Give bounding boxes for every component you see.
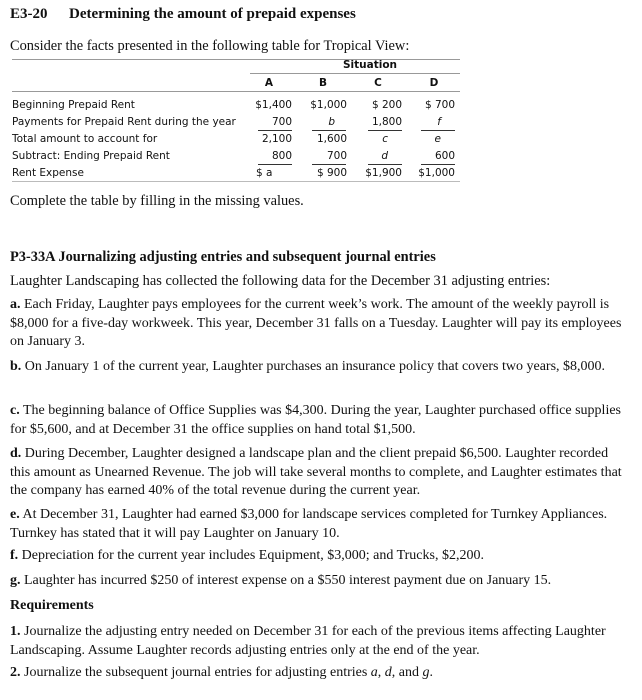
exercise-intro: Consider the facts presented in the following table for Tropical View: (10, 38, 410, 54)
row-label: Beginning Prepaid Rent (12, 99, 135, 111)
cell-2-d: f (437, 116, 441, 128)
sum-rule-b (312, 130, 346, 131)
sum-rule-c (368, 130, 402, 131)
cell-4-a: 800 (271, 150, 292, 162)
exercise-title: Determining the amount of prepaid expenses (69, 6, 356, 22)
cell-4-b: 700 (326, 150, 347, 162)
item-text: The beginning balance of Office Supplies was $4,300. During the year, Laughter purchased office supplies for $5,600, and at December 31 the office supplies on hand total $1,500. (10, 403, 621, 437)
item-letter: c. (10, 403, 20, 418)
requirement-text: Journalize the subsequent journal entries for adjusting entries a, d, and g. (24, 665, 434, 680)
exercise-code: E3-20 (10, 6, 48, 22)
cell-1-b: $1,000 (310, 99, 347, 111)
requirement-text: Journalize the adjusting entry needed on December 31 for each of the previous items affecting Laughter Landscaping. Assume Laughter records adjusting entries only at the end of the year. (10, 624, 606, 658)
situation-header: Situation (342, 59, 398, 71)
problem-code: P3-33A (10, 249, 55, 265)
header-rule (12, 91, 460, 92)
problem-heading (10, 248, 436, 267)
item-letter: a. (10, 297, 21, 312)
sum-rule-d (421, 130, 455, 131)
diff-rule-a (258, 164, 292, 165)
diff-rule-c (368, 164, 402, 165)
cell-4-c: d (381, 150, 388, 162)
col-header-c: C (374, 77, 382, 89)
table-bottom-rule (12, 181, 460, 182)
col-header-a: A (264, 77, 274, 89)
item-e (10, 506, 625, 543)
cell-1-a: $1,400 (255, 99, 292, 111)
cell-3-d: e (434, 133, 441, 145)
item-text: On January 1 of the current year, Laughter purchases an insurance policy that covers two years, $8,000. (24, 359, 606, 374)
sum-rule-a (258, 130, 292, 131)
cell-5-d: $1,000 (418, 167, 455, 179)
requirement-number: 1. (10, 624, 21, 639)
item-b (10, 358, 625, 377)
row-label: Rent Expense (12, 167, 84, 179)
item-a (10, 296, 625, 352)
item-text: Laughter has incurred $250 of interest expense on a $550 interest payment due on January 15. (24, 573, 552, 588)
item-text: Depreciation for the current year includes Equipment, $3,000; and Trucks, $2,200. (21, 548, 484, 563)
item-letter: b. (10, 359, 22, 374)
cell-3-c: c (382, 133, 388, 145)
item-letter: d. (10, 446, 22, 461)
item-d (10, 445, 625, 501)
cell-4-d: 600 (434, 150, 455, 162)
item-text: During December, Laughter designed a landscape plan and the client prepaid $6,500. Laughter recorded this amount as Unearned Revenue. The job will take several months to complete, and Laughter estimates that the company has earned 40% of the total revenue during the current year. (10, 446, 622, 498)
col-header-d: D (429, 77, 439, 89)
cell-3-a: 2,100 (261, 133, 292, 145)
row-label: Total amount to account for (12, 133, 158, 145)
diff-rule-b (312, 164, 346, 165)
cell-5-a: $ a (256, 167, 273, 179)
cell-2-c: 1,800 (371, 116, 402, 128)
item-letter: g. (10, 573, 21, 588)
exercise-instruction: Complete the table by filling in the missing values. (10, 193, 304, 209)
requirement-number: 2. (10, 665, 21, 680)
item-c (10, 402, 625, 439)
situation-rule (250, 73, 460, 74)
requirement-1 (10, 623, 625, 660)
diff-rule-d (421, 164, 455, 165)
requirement-2 (10, 664, 625, 683)
requirements-heading: Requirements (10, 598, 94, 613)
item-g (10, 572, 625, 591)
cell-2-a: 700 (271, 116, 292, 128)
problem-intro: Laughter Landscaping has collected the following data for the December 31 adjusting entries: (10, 273, 551, 289)
item-text: At December 31, Laughter had earned $3,000 for landscape services completed for Turnkey Appliances. Turnkey has stated that it will pay Laughter on January 10. (10, 507, 608, 541)
cell-2-b: b (328, 116, 335, 128)
prepaid-rent-table (0, 0, 642, 200)
cell-1-c: $ 200 (371, 99, 402, 111)
item-f (10, 547, 625, 566)
cell-5-b: $ 900 (316, 167, 347, 179)
item-text: Each Friday, Laughter pays employees for the current week’s work. The amount of the weekly payroll is $8,000 for a five-day workweek. This year, December 31 falls on a Tuesday. Laughter will pay its employees on January 3. (10, 297, 622, 349)
cell-1-d: $ 700 (424, 99, 455, 111)
problem-title: Journalizing adjusting entries and subsequent journal entries (58, 249, 436, 265)
cell-5-c: $1,900 (365, 167, 402, 179)
item-letter: e. (10, 507, 20, 522)
cell-3-b: 1,600 (316, 133, 347, 145)
col-header-b: B (318, 77, 327, 89)
row-label: Payments for Prepaid Rent during the year (12, 116, 236, 128)
item-letter: f. (10, 548, 19, 563)
row-label: Subtract: Ending Prepaid Rent (12, 150, 170, 162)
